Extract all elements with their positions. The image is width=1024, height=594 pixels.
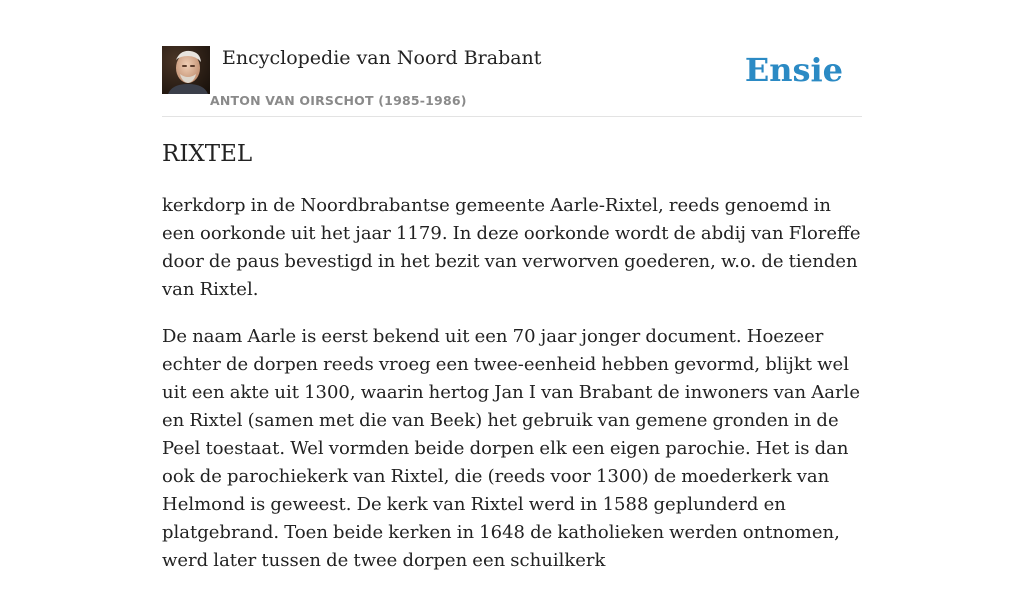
ensie-logo-link[interactable]: Ensie [744, 51, 843, 89]
author-avatar[interactable] [162, 46, 210, 94]
avatar-portrait-icon [162, 46, 210, 94]
article-title: RIXTEL [162, 141, 253, 167]
article-paragraph: De naam Aarle is eerst bekend uit een 70 jaar jonger document. Hoezeer echter de dorpen reeds vroeg een twee-eenheid hebben gevormd, blijkt wel uit een akte uit 1300, waarin hertog Jan I van Brabant de inwoners van Aarle en Rixtel (samen met die van Beek) het gebruik van gemene gronden in de Peel toestaat. Wel vormden beide dorpen elk een eigen parochie. Het is dan ook de parochiekerk van Rixtel, die (reeds voor 1300) de moederkerk van Helmond is geweest. De kerk van Rixtel werd in 1588 geplunderd en platgebrand. Toen beide kerken in 1648 de katholieken werden ontnomen, werd later tussen de twee dorpen een schuilkerk [162, 326, 860, 571]
header [162, 0, 862, 117]
article-paragraph: kerkdorp in de Noordbrabantse gemeente Aarle-Rixtel, reeds genoemd in een oorkonde uit het jaar 1179. In deze oorkonde wordt de abdij van Floreffe door de paus bevestigd in het bezit van verworven goederen, w.o. de tienden van Rixtel. [162, 195, 861, 300]
author-byline[interactable]: ANTON VAN OIRSCHOT (1985-1986) [210, 93, 467, 108]
article-body [162, 192, 865, 594]
site-title-link[interactable]: Encyclopedie van Noord Brabant [222, 47, 542, 69]
